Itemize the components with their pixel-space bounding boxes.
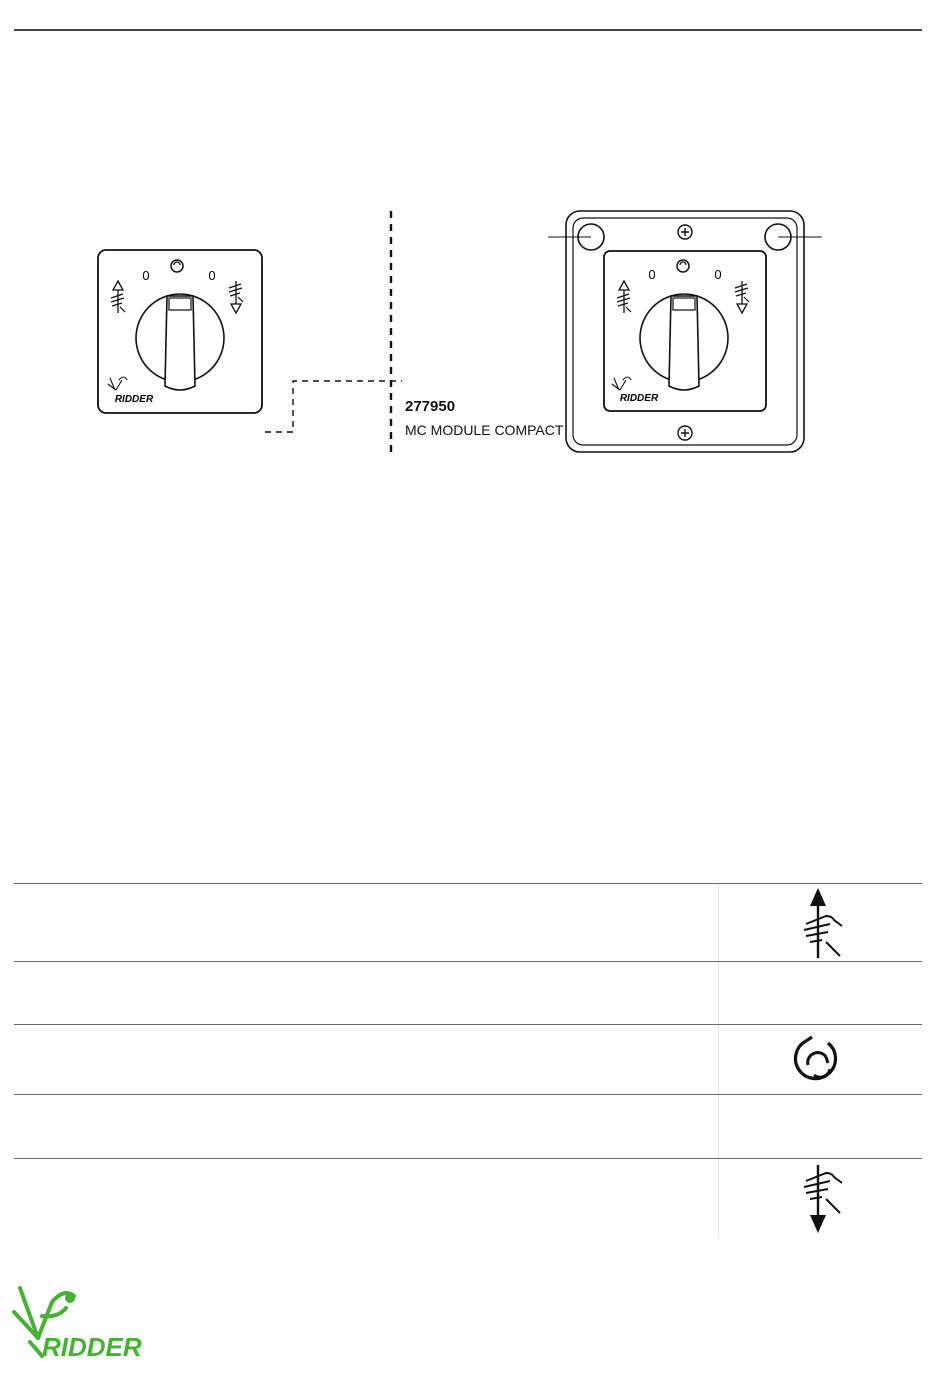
legend-row-automatic — [14, 1024, 922, 1094]
legend-row-4 — [14, 1094, 922, 1158]
dashed-connector — [265, 381, 402, 432]
left-switch-brand: RIDDER — [114, 394, 154, 405]
legend-row-2 — [14, 961, 922, 1024]
logo-text: RIDDER — [42, 1332, 142, 1362]
part-name: MC MODULE COMPACT — [405, 422, 564, 438]
up-arrow-hand-icon — [782, 886, 852, 960]
off-label-left-frame: 0 — [648, 267, 656, 282]
down-arrow-hand-icon — [782, 1163, 852, 1235]
symbol-legend-table — [14, 883, 922, 1239]
right-switch-with-frame — [548, 211, 822, 452]
off-label-right-frame: 0 — [714, 267, 722, 282]
left-switch — [98, 250, 262, 413]
part-number: 277950 — [405, 398, 456, 415]
right-switch-brand: RIDDER — [619, 393, 659, 404]
off-label-right: 0 — [208, 268, 216, 283]
legend-row-manual-up — [14, 883, 922, 961]
legend-row-manual-down — [14, 1158, 922, 1239]
automatic-mode-icon — [782, 1033, 852, 1089]
off-label-left: 0 — [142, 268, 150, 283]
ridder-logo — [12, 1282, 162, 1364]
